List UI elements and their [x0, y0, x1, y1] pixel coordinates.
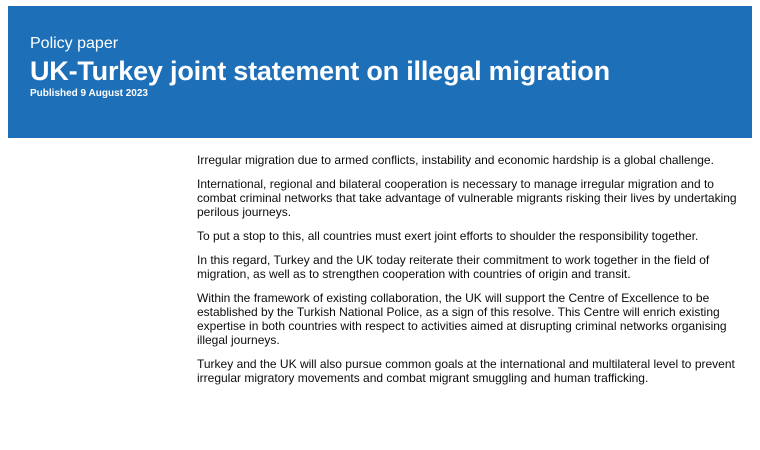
- header-banner: [8, 6, 752, 138]
- page-title: UK-Turkey joint statement on illegal migration: [30, 56, 610, 86]
- body-paragraph: Turkey and the UK will also pursue common goals at the international and multilateral level to prevent irregular migratory movements and combat migrant smuggling and human trafficking.: [197, 357, 735, 385]
- document-body: [197, 153, 747, 395]
- body-paragraph: In this regard, Turkey and the UK today reiterate their commitment to work together in the field of migration, as well as to strengthen cooperation with countries of origin and transit.: [197, 253, 710, 281]
- body-paragraph: Irregular migration due to armed conflicts, instability and economic hardship is a global challenge.: [197, 153, 714, 167]
- body-paragraph: Within the framework of existing collaboration, the UK will support the Centre of Excellence to be established by the Turkish National Police, as a sign of this resolve. This Centre will enrich existing expertise in both countries with respect to activities aimed at disrupting criminal networks organising illegal journeys.: [197, 291, 727, 347]
- body-paragraph: To put a stop to this, all countries must exert joint efforts to shoulder the responsibility together.: [197, 229, 699, 243]
- body-paragraph: International, regional and bilateral cooperation is necessary to manage irregular migration and to combat criminal networks that take advantage of vulnerable migrants risking their lives by undertaking perilous journeys.: [197, 177, 737, 219]
- published-date: Published 9 August 2023: [30, 88, 148, 99]
- document-type: Policy paper: [30, 35, 119, 52]
